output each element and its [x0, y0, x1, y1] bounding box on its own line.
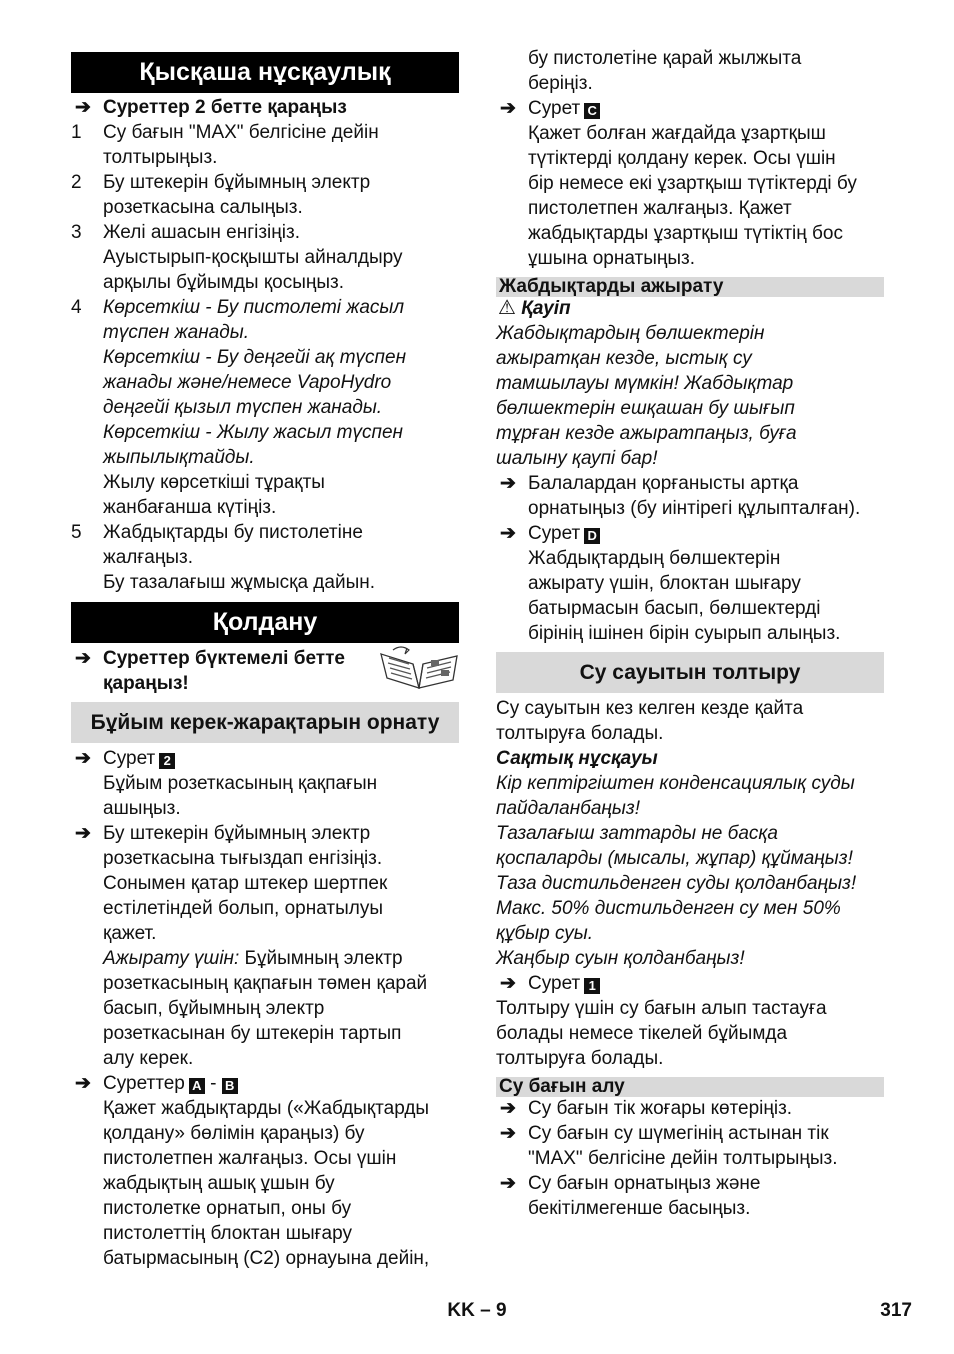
figure-ref: Сурет D: [528, 521, 600, 546]
step-text: Ауыстырып-қосқышты айналдыру: [103, 247, 403, 268]
arrow-icon: ➔: [75, 97, 91, 118]
indicator-text: жанады және/немесе VapoHydro: [103, 372, 392, 393]
step-text: қолдану» бөлімін қараңыз) бу: [103, 1123, 365, 1144]
step-text: Ажырату үшін: Бұйымның электр: [103, 948, 403, 969]
step-text: "MAX" белгісіне дейін толтырыңыз.: [528, 1148, 838, 1169]
step-text: басып, бұйымның электр: [103, 998, 325, 1019]
arrow-icon: ➔: [500, 1173, 516, 1194]
figure-box: D: [584, 528, 600, 544]
subheading-fill-tank: Су сауытын толтыру: [496, 652, 884, 693]
body-text: толтыруға болады.: [496, 1048, 664, 1069]
arrow-icon: ➔: [500, 523, 516, 544]
step-text: Су бағын орнатыңыз және: [528, 1173, 761, 1194]
step-text: Жабдықтардың бөлшектерін: [528, 548, 781, 569]
step-text: Жылу көрсеткіші тұрақты: [103, 472, 325, 493]
step-text: естілетіндей болып, орнатылуы: [103, 898, 383, 919]
step-text: жабдықтың ашық ұшын бу: [103, 1173, 335, 1194]
step-text: бірінің ішінен бірін суырып алыңыз.: [528, 623, 841, 644]
step-text: жалғаңыз.: [103, 547, 193, 568]
danger-text: бөлшектерін ешқашан бу шығып: [496, 398, 795, 419]
step-text: Жабдықтарды бу пистолетіне: [103, 522, 363, 543]
step-number: 4: [71, 297, 82, 318]
step-text: Қажет болған жағдайда ұзартқыш: [528, 123, 826, 144]
step-text: Бу тазалағыш жұмысқа дайын.: [103, 572, 375, 593]
step-text: розеткасына салыңыз.: [103, 197, 303, 218]
note-text: Кір кептіргіштен конденсациялық суды: [496, 773, 855, 794]
step-text: арқылы бұйымды қосыңыз.: [103, 272, 345, 293]
figure-box: 1: [584, 978, 600, 994]
subheading-detach: Жабдықтарды ажырату: [496, 277, 884, 297]
arrow-icon: ➔: [75, 1073, 91, 1094]
step-text: Су бағын тік жоғары көтеріңіз.: [528, 1098, 793, 1119]
booklet-icon: [379, 644, 459, 694]
note-text: Жаңбыр суын қолданбаңыз!: [496, 948, 745, 969]
indicator-text: Көрсеткіш - Бу пистолеті жасыл: [103, 297, 405, 318]
warning-icon: ⚠: [498, 297, 516, 319]
step-text: батырмасының (C2) орнауына дейін,: [103, 1248, 430, 1269]
figure-ref: Сурет 1: [528, 971, 600, 996]
step-text: розеткасынан бу штекерін тартып: [103, 1023, 402, 1044]
step-text: бу пистолетіне қарай жылжыта: [528, 48, 802, 69]
figure-box: 2: [159, 753, 175, 769]
step-text: толтырыңыз.: [103, 147, 218, 168]
step-text: ажырату үшін, блоктан шығару: [528, 573, 801, 594]
arrow-icon: ➔: [75, 823, 91, 844]
step-text: Су бағын су шүмегінің астынан тік: [528, 1123, 829, 1144]
figure-ref: Суреттер A - B: [103, 1071, 238, 1096]
figure-box: C: [584, 103, 600, 119]
body-text: болады немесе тікелей бұйымда: [496, 1023, 788, 1044]
heading-usage: Қолдану: [71, 602, 459, 643]
step-text: Бу штекерін бұйымның электр: [103, 823, 371, 844]
footer-section-label: KK – 9: [447, 1300, 507, 1321]
danger-label: ⚠ Қауіп: [498, 297, 571, 319]
step-text: бекітілмегенше басыңыз.: [528, 1198, 751, 1219]
step-number: 2: [71, 172, 82, 193]
note-text: пайдаланбаңыз!: [496, 798, 640, 819]
note-text: құбыр суы.: [496, 923, 594, 944]
note-label: Сақтық нұсқауы: [496, 748, 658, 769]
indicator-text: жыпылықтайды.: [103, 447, 255, 468]
body-text: толтыруға болады.: [496, 723, 664, 744]
body-text: Толтыру үшін су бағын алып тастауға: [496, 998, 827, 1019]
fold-note: қараңыз!: [103, 673, 189, 694]
step-number: 5: [71, 522, 82, 543]
arrow-icon: ➔: [500, 98, 516, 119]
step-text: Қажет жабдықтарды («Жабдықтарды: [103, 1098, 430, 1119]
step-text: алу керек.: [103, 1048, 194, 1069]
danger-text: тамшылауы мүмкін! Жабдықтар: [496, 373, 794, 394]
step-text: пистолетпен жалғаңыз. Осы үшін: [103, 1148, 397, 1169]
danger-text: Жабдықтардың бөлшектерін: [496, 323, 765, 344]
note-text: қоспаларды (мысалы, жұпар) құймаңыз!: [496, 848, 853, 869]
fold-note: Суреттер бүктемелі бетте: [103, 648, 345, 669]
arrow-icon: ➔: [500, 473, 516, 494]
step-text: Балалардан қорғанысты артқа: [528, 473, 799, 494]
step-text: Бұйым розеткасының қақпағын: [103, 773, 378, 794]
note-text: Макс. 50% дистильденген су мен 50%: [496, 898, 841, 919]
arrow-icon: ➔: [500, 1098, 516, 1119]
figure-box: A: [189, 1078, 205, 1094]
heading-quick-guide: Қысқаша нұсқаулық: [71, 52, 459, 93]
see-pages-note: Суреттер 2 бетте қараңыз: [103, 97, 347, 118]
step-text: пистолеттің блоктан шығару: [103, 1223, 352, 1244]
figure-ref: Сурет C: [528, 96, 600, 121]
step-text: Сонымен қатар штекер шертпек: [103, 873, 388, 894]
step-text: жанбағанша күтіңіз.: [103, 497, 277, 518]
step-text: розеткасының қақпағын төмен қарай: [103, 973, 428, 994]
step-text: ұшына орнатыңыз.: [528, 248, 696, 269]
danger-text: тұрған кезде ажыратпаңыз, буға: [496, 423, 797, 444]
arrow-icon: ➔: [500, 1123, 516, 1144]
step-text: қажет.: [103, 923, 157, 944]
page-number: 317: [880, 1300, 912, 1321]
body-text: Су сауытын кез келген кезде қайта: [496, 698, 804, 719]
figure-box: B: [222, 1078, 238, 1094]
step-text: Су бағын "MAX" белгісіне дейін: [103, 122, 379, 143]
indicator-text: Көрсеткіш - Жылу жасыл түспен: [103, 422, 403, 443]
step-text: бір немесе екі ұзартқыш түтіктерді бу: [528, 173, 857, 194]
step-text: түтіктерді қолдану керек. Осы үшін: [528, 148, 836, 169]
step-text: орнатыңыз (бу иінтірегі құлыпталған).: [528, 498, 861, 519]
arrow-icon: ➔: [75, 748, 91, 769]
danger-text: ажыратқан кезде, ыстық су: [496, 348, 752, 369]
arrow-icon: ➔: [500, 973, 516, 994]
step-text: батырмасын басып, бөлшектерді: [528, 598, 821, 619]
step-text: Желі ашасын енгізіңіз.: [103, 222, 300, 243]
step-text: ашыңыз.: [103, 798, 181, 819]
step-text: розеткасына тығыздап енгізіңіз.: [103, 848, 383, 869]
step-text: пистолетпен жалғаңыз. Қажет: [528, 198, 792, 219]
step-number: 1: [71, 122, 82, 143]
arrow-icon: ➔: [75, 648, 91, 669]
step-text: Бу штекерін бұйымның электр: [103, 172, 371, 193]
indicator-text: түспен жанады.: [103, 322, 250, 343]
figure-ref: Сурет 2: [103, 746, 175, 771]
step-text: беріңіз.: [528, 73, 593, 94]
subheading-accessories: Бұйым керек-жарақтарын орнату: [71, 702, 459, 743]
indicator-text: деңгейі қызыл түспен жанады.: [103, 397, 383, 418]
step-text: жабдықтарды ұзартқыш түтіктің бос: [528, 223, 843, 244]
note-text: Таза дистильденген суды қолданбаңыз!: [496, 873, 857, 894]
step-text: пистолетке орнатып, оны бу: [103, 1198, 352, 1219]
step-number: 3: [71, 222, 82, 243]
indicator-text: Көрсеткіш - Бу деңгейі ақ түспен: [103, 347, 407, 368]
note-text: Тазалағыш заттарды не басқа: [496, 823, 778, 844]
subheading-remove-tank: Су бағын алу: [496, 1077, 884, 1097]
danger-text: шалыну қаупі бар!: [496, 448, 658, 469]
